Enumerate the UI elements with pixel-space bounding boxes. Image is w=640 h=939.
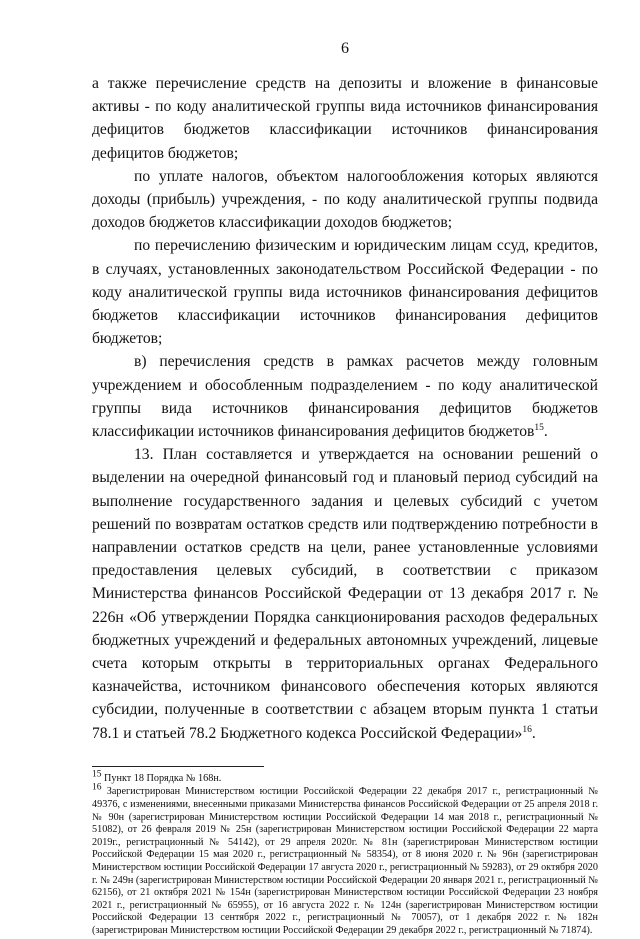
footnote-mark: 16 [92, 783, 102, 794]
paragraph-taxes [92, 165, 598, 235]
body-text [92, 72, 598, 745]
footnotes [92, 769, 598, 938]
footnote-separator [92, 766, 264, 767]
paragraph-text: в) перечисления средств в рамках расчетов между головным учреждением и обособленным подразделением - по коду аналитической группы вида источников финансирования дефицитов бюджетов классификации источников финансирования дефицитов бюджетов [92, 353, 598, 441]
paragraph-loans [92, 234, 598, 350]
footnote-text: Зарегистрирован Министерством юстиции Российской Федерации 22 декабря 2017 г., регистрационный № 49376, с изменениями, внесенными приказами Министерства финансов Российской Федерации от 25 апреля 2018 г. № 90н (зарегистрирован Министерством юстиции Российской Федерации 14 мая 2018 г., регистрационный № 51082), от 26 февраля 2019 № 25н (зарегистрирован Министерством юстиции Российской Федерации 22 марта 2019г., регистрационный № 54142), от 29 апреля 2020г. № 81н (зарегистрирован Министерством юстиции Российской Федерации 15 мая 2020 г., регистрационный № 58354), от 8 июня 2020 г. № 96н (зарегистрирован Министерством юстиции Российской Федерации 17 августа 2020 г., регистрационный № 59283), от 29 октября 2020 г. № 249н (зарегистрирован Министерством юстиции Российской Федерации 20 января 2021 г., регистрационный № 62156), от 21 октября 2021 № 154н (зарегистрирован Министерством юстиции Российской Федерации 23 ноября 2021 г., регистрационный № 65955), от 16 августа 2022 г. № 124н (зарегистрирован Министерством юстиции Российской Федерации 13 сентября 2022 г., регистрационный № 70057), от 1 декабря 2022 г. № 182н (зарегистрирован Министерством юстиции Российской Федерации 29 декабря 2022 г., регистрационный № 71874). [92, 786, 598, 937]
paragraph-text: по перечислению физическим и юридическим лицам ссуд, кредитов, в случаях, установленных законодательством Российской Федерации - по коду аналитической группы вида источников финансирования дефицитов бюджетов классификации источников финансирования дефицитов бюджетов; [92, 237, 598, 348]
paragraph-internal-transfers [92, 350, 598, 443]
paragraph-end-punctuation: . [531, 724, 536, 742]
paragraph-text: а также перечисление средств на депозиты и вложение в финансовые активы - по коду аналитической группы вида источников финансирования дефицитов бюджетов классификации источников финансирования дефицитов бюджетов; [92, 75, 598, 162]
paragraph-financial-assets [92, 72, 598, 165]
footnote-15 [92, 769, 598, 786]
paragraph-13-plan [92, 443, 598, 745]
footnote-16 [92, 783, 598, 937]
paragraph-text: 13. План составляется и утверждается на основании решений о выделении на очередной финансовый год и плановый период субсидий на выполнение государственного задания и целевых субсидий с учетом решений по возвратам остатков средств или подтверждению потребности в направлении остатков средств на цели, ранее установленные условиями предоставления целевых субсидий, в соответствии с приказом Министерства финансов Российской Федерации от 13 декабря 2017 г. № 226н «Об утверждении Порядка санкционирования расходов федеральных бюджетных учреждений и федеральных автономных учреждений, лицевые счета которым открыты в территориальных органах Федерального казначейства, источником финансового обеспечения которых являются субсидии, полученные в соответствии с абзацем вторым пункта 1 статьи 78.1 и статьей 78.2 Бюджетного кодекса Российской Федерации» [92, 446, 598, 742]
footnote-reference-15[interactable]: 15 [534, 422, 544, 433]
paragraph-end-punctuation: . [543, 423, 548, 441]
footnote-mark: 15 [92, 769, 102, 780]
page-number: 6 [341, 40, 349, 57]
footnote-reference-16[interactable]: 16 [522, 724, 532, 735]
paragraph-text: по уплате налогов, объектом налогообложения которых являются доходы (прибыль) учреждения, - по коду аналитической группы подвида доходов бюджетов классификации доходов бюджетов; [92, 167, 598, 232]
document-page [92, 40, 598, 939]
footnote-text: Пункт 18 Порядка № 168н. [101, 772, 222, 784]
